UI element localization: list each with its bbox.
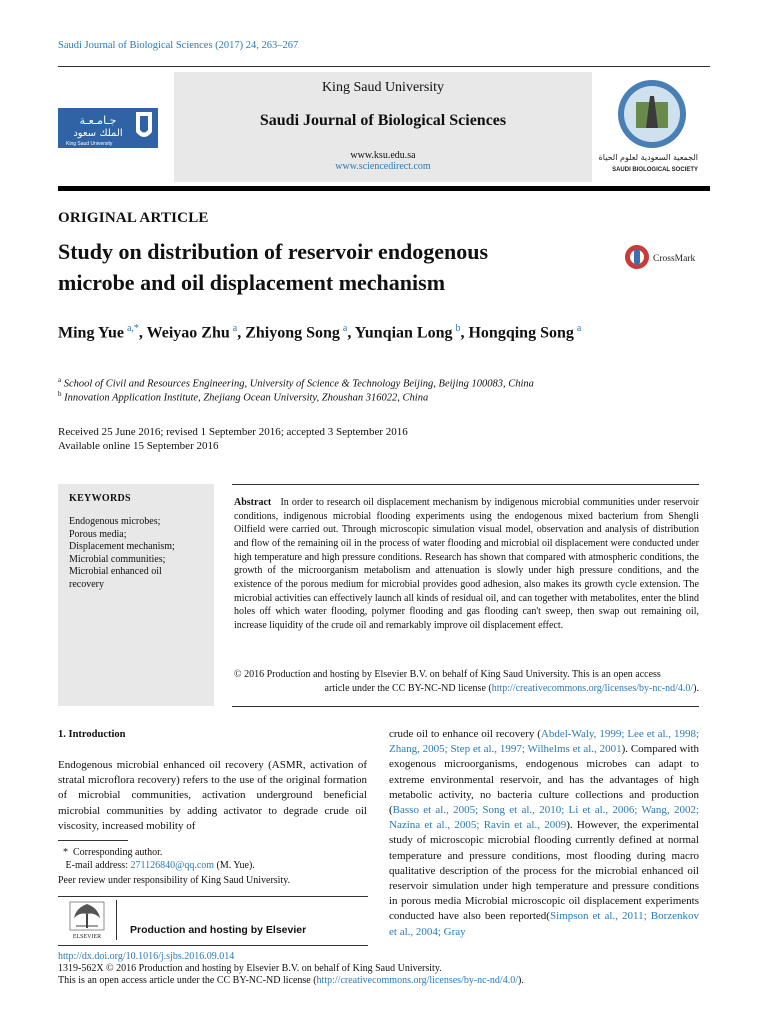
corresponding-author-note: * Corresponding author. xyxy=(58,847,163,858)
keyword-item: Endogenous microbes; xyxy=(69,516,161,527)
article-type: ORIGINAL ARTICLE xyxy=(58,210,209,226)
header-rule xyxy=(58,66,710,67)
author-affiliation-marker[interactable]: a xyxy=(232,323,238,334)
keywords-title: KEYWORDS xyxy=(69,493,131,504)
abstract-top-rule xyxy=(232,484,699,485)
issn-line: 1319-562X © 2016 Production and hosting by Elsevier B.V. on behalf of King Saud University. xyxy=(58,963,442,974)
svg-text:جـامـعـة: جـامـعـة xyxy=(79,114,117,127)
journal-citation[interactable]: Saudi Journal of Biological Sciences (2017) 24, 263–267 xyxy=(58,40,299,51)
peer-review-note: Peer review under responsibility of King Saud University. xyxy=(58,875,291,886)
crossmark-badge[interactable] xyxy=(624,243,704,273)
keyword-item: recovery xyxy=(69,578,104,590)
author-separator: , xyxy=(460,324,469,342)
article-title: Study on distribution of reservoir endogenous microbe and oil displacement mechanism xyxy=(58,239,489,295)
keyword-item: Microbial communities; xyxy=(69,553,166,565)
email-note: E-mail address: 271126840@qq.com (M. Yue). xyxy=(65,860,255,871)
footnote-rule xyxy=(58,840,128,841)
sciencedirect-url[interactable]: www.sciencedirect.com xyxy=(335,161,431,172)
header-thick-rule xyxy=(58,186,710,191)
bottom-license-link[interactable]: http://creativecommons.org/licenses/by-nc-nd/4.0/ xyxy=(316,975,518,986)
received-dates: Received 25 June 2016; revised 1 September 2016; accepted 3 September 2016 xyxy=(58,426,408,438)
keyword-item: Displacement mechanism; xyxy=(69,541,175,552)
elsevier-separator xyxy=(116,900,117,940)
author-name: Yunqian Long xyxy=(354,324,453,342)
institution-name: King Saud University xyxy=(321,80,445,95)
abstract-bottom-rule xyxy=(232,706,699,707)
author-affiliation-marker[interactable]: a xyxy=(342,323,348,334)
saudi-biological-society-logo xyxy=(594,72,710,182)
svg-text:SAUDI BIOLOGICAL SOCIETY: SAUDI BIOLOGICAL SOCIETY xyxy=(612,167,698,173)
affiliation-a: $^a$ School of Civil and Resources Engineering, University of Science & Technology Beijing, Beijing 100083, China xyxy=(58,376,534,390)
keyword-item: Microbial enhanced oil xyxy=(69,566,162,577)
author-name: Zhiyong Song xyxy=(245,324,340,342)
ksu-logo xyxy=(58,72,172,182)
abstract-license: © 2016 Production and hosting by Elsevier B.V. on behalf of King Saud University. This is an open access article under the CC BY-NC-ND license (http://creativecommons.org/licenses/by-nc-nd/4.0/). xyxy=(234,669,699,694)
affiliation-b: $^b$ Innovation Application Institute, Zhejiang Ocean University, Zhoushan 316022, China xyxy=(58,390,429,404)
author-separator: , xyxy=(237,324,246,342)
available-online: Available online 15 September 2016 xyxy=(58,440,219,452)
license-link[interactable]: http://creativecommons.org/licenses/by-nc-nd/4.0/ xyxy=(491,682,694,694)
author-name: Hongqing Song xyxy=(468,324,574,342)
section-heading-introduction: 1. Introduction xyxy=(58,729,126,740)
citation-link[interactable]: Basso et al., 2005; Song et al., 2010; Li et al., 2006; Wang, 2002; Nazina et al., 2005; Ravin et al., 2009 xyxy=(389,804,699,832)
svg-text:الملك سعود: الملك سعود xyxy=(73,128,123,139)
author-affiliation-marker[interactable]: a xyxy=(576,323,582,334)
author-affiliation-marker[interactable]: b xyxy=(455,323,461,334)
email-link[interactable]: 271126840@qq.com xyxy=(130,860,215,871)
elsevier-logo xyxy=(66,900,108,940)
journal-title: Saudi Journal of Biological Sciences xyxy=(259,112,507,129)
author-separator: , xyxy=(138,324,147,342)
author-affiliation-marker[interactable]: a,* xyxy=(126,323,139,334)
elsevier-production-text: Production and hosting by Elsevier xyxy=(130,924,307,936)
svg-text:ELSEVIER: ELSEVIER xyxy=(72,934,102,940)
keyword-item: Porous media; xyxy=(69,528,127,540)
doi-link[interactable]: http://dx.doi.org/10.1016/j.sjbs.2016.09.014 xyxy=(58,951,235,962)
open-access-line: This is an open access article under the CC BY-NC-ND license (http://creativecommons.org/licenses/by-nc-nd/4.0/). xyxy=(58,975,524,986)
svg-text:CrossMark: CrossMark xyxy=(653,254,696,264)
citation-link[interactable]: Simpson et al., 2011; Borzenkov et al., 2004; Gray xyxy=(389,910,699,938)
author-name: Weiyao Zhu xyxy=(146,324,230,342)
svg-text:الجمعية السعودية لعلوم الحياة: الجمعية السعودية لعلوم الحياة xyxy=(598,153,698,162)
author-name: Ming Yue xyxy=(58,324,124,342)
svg-text:King Saud University: King Saud University xyxy=(66,141,113,147)
citation-link[interactable]: Abdel-Waly, 1999; Lee et al., 1998; Zhang, 2005; Step et al., 1997; Wilhelms et al., 2001 xyxy=(389,728,700,756)
author-list xyxy=(58,323,581,342)
ksu-url[interactable]: www.ksu.edu.sa xyxy=(350,150,416,161)
abstract-text: Abstract In order to research oil displacement mechanism by indigenous microbial communities under reservoir conditions, indigenous microbial flooding experiments using the endogenous mixed bacterium from Shengli Oilfield were carried out. Through microscopic simulation visual model, observation and analysis of distribution and flow of the remaining oil in the process of water flooding and microbial oil displacement were conducted under high temperature and high pressure conditions. Research has shown that compared with atmospheric conditions, the growth of the microorganism metabolism and attenuation is slowly under high pressure conditions, and the existence of the porous medium for microbial provides good adhesion, also makes its growth cycle extension. The microbial activities can effectively launch all kinds of residual oil, and can together with metabolites, enter the blind holes off which water flooding, polymer flooding and gas flooding can't sweep, then swap out remaining oil, increase liquidity of the crude oil and remarkably improve oil displacement effect. xyxy=(234,497,699,631)
intro-paragraph-right: crude oil to enhance oil recovery (Abdel-Waly, 1999; Lee et al., 1998; Zhang, 2005; Step et al., 1997; Wilhelms et al., 2001). Compared with exogenous microorganisms, endogenous microbes can adapt to extreme environmental reservoir, and has the advantages of high metabolic activity, no bacteria culture collections and production (Basso et al., 2005; Song et al., 2010; Li et al., 2006; Wang, 2002; Nazina et al., 2005; Ravin et al., 2009). However, the experimental study of microscopic microbial flooding currently defined at normal temperature and pressure conditions, most flooding during macro qualitative description of the process for the microbial enhanced oil reservoir simulation under high temperature and pressure conditions in porous media Microbial microscopic oil displacement experiments conducted have also been reported(Simpson et al., 2011; Borzenkov et al., 2004; Gray xyxy=(389,728,700,938)
author-separator: , xyxy=(347,324,355,342)
intro-paragraph-left: Endogenous microbial enhanced oil recovery (ASMR, activation of stratal microflora recovery) refers to the use of the original formation of microbial communities, activation underground beneficial microbial communities by adding activator to degrade crude oil viscosity, increased mobility of xyxy=(58,759,367,832)
